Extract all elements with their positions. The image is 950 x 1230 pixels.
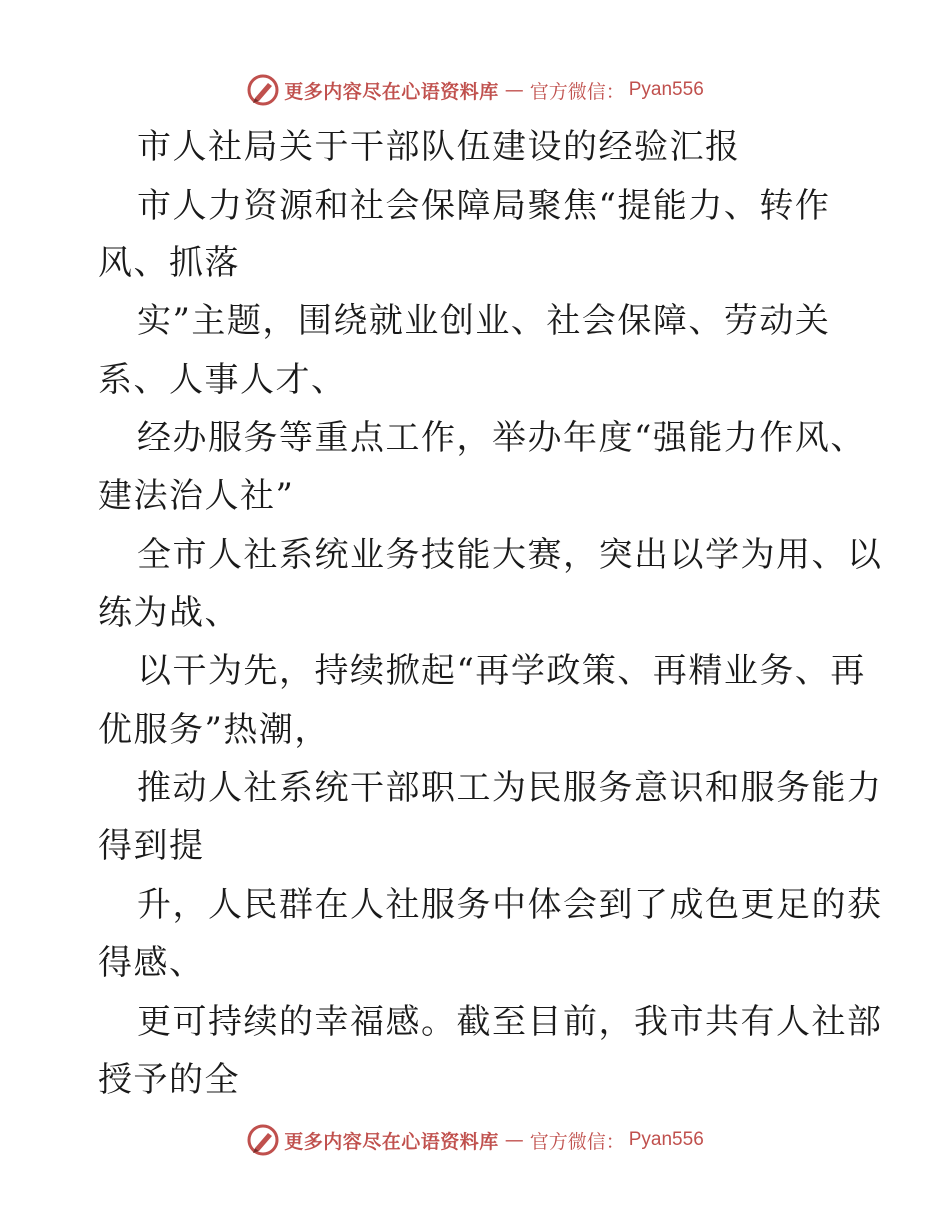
text-line: 得到提 [98, 826, 205, 866]
text-line: 以干为先，持续掀起“再学政策、再精业务、再 [137, 651, 866, 691]
banner-wechat-id: Pyan556 [628, 1129, 704, 1150]
banner-separator: — [504, 79, 524, 101]
document-title: 市人社局关于干部队伍建设的经验汇报 [137, 127, 741, 167]
banner-label: 官方微信： [529, 80, 625, 103]
banner-wechat-id: Pyan556 [628, 79, 704, 100]
text-line: 全市人社系统业务技能大赛，突出以学为用、以 [137, 535, 883, 575]
footer-banner [0, 1120, 950, 1160]
pen-logo-icon [246, 73, 280, 107]
text-line: 建法治人社” [98, 476, 295, 516]
text-line: 练为战、 [98, 593, 240, 633]
pen-logo-icon [246, 1123, 280, 1157]
banner-text: 更多内容尽在心语资料库 [284, 1130, 499, 1153]
text-line: 得感、 [98, 943, 205, 983]
header-banner [0, 70, 950, 110]
text-line: 风、抓落 [98, 243, 240, 283]
text-line: 经办服务等重点工作，举办年度“强能力作风、 [137, 418, 866, 458]
text-line: 升，人民群在人社服务中体会到了成色更足的获 [137, 885, 883, 925]
banner-label: 官方微信： [529, 1130, 625, 1153]
text-line: 授予的全 [98, 1060, 240, 1100]
banner-separator: — [504, 1129, 524, 1151]
banner-text: 更多内容尽在心语资料库 [284, 80, 499, 103]
text-line: 市人力资源和社会保障局聚焦“提能力、转作 [137, 186, 831, 226]
text-line: 系、人事人才、 [98, 360, 347, 400]
text-line: 优服务”热潮， [98, 710, 330, 750]
text-line: 更可持续的幸福感。截至目前，我市共有人社部 [137, 1002, 883, 1042]
text-line: 实”主题，围绕就业创业、社会保障、劳动关 [137, 301, 831, 341]
text-line: 推动人社系统干部职工为民服务意识和服务能力 [137, 768, 883, 808]
